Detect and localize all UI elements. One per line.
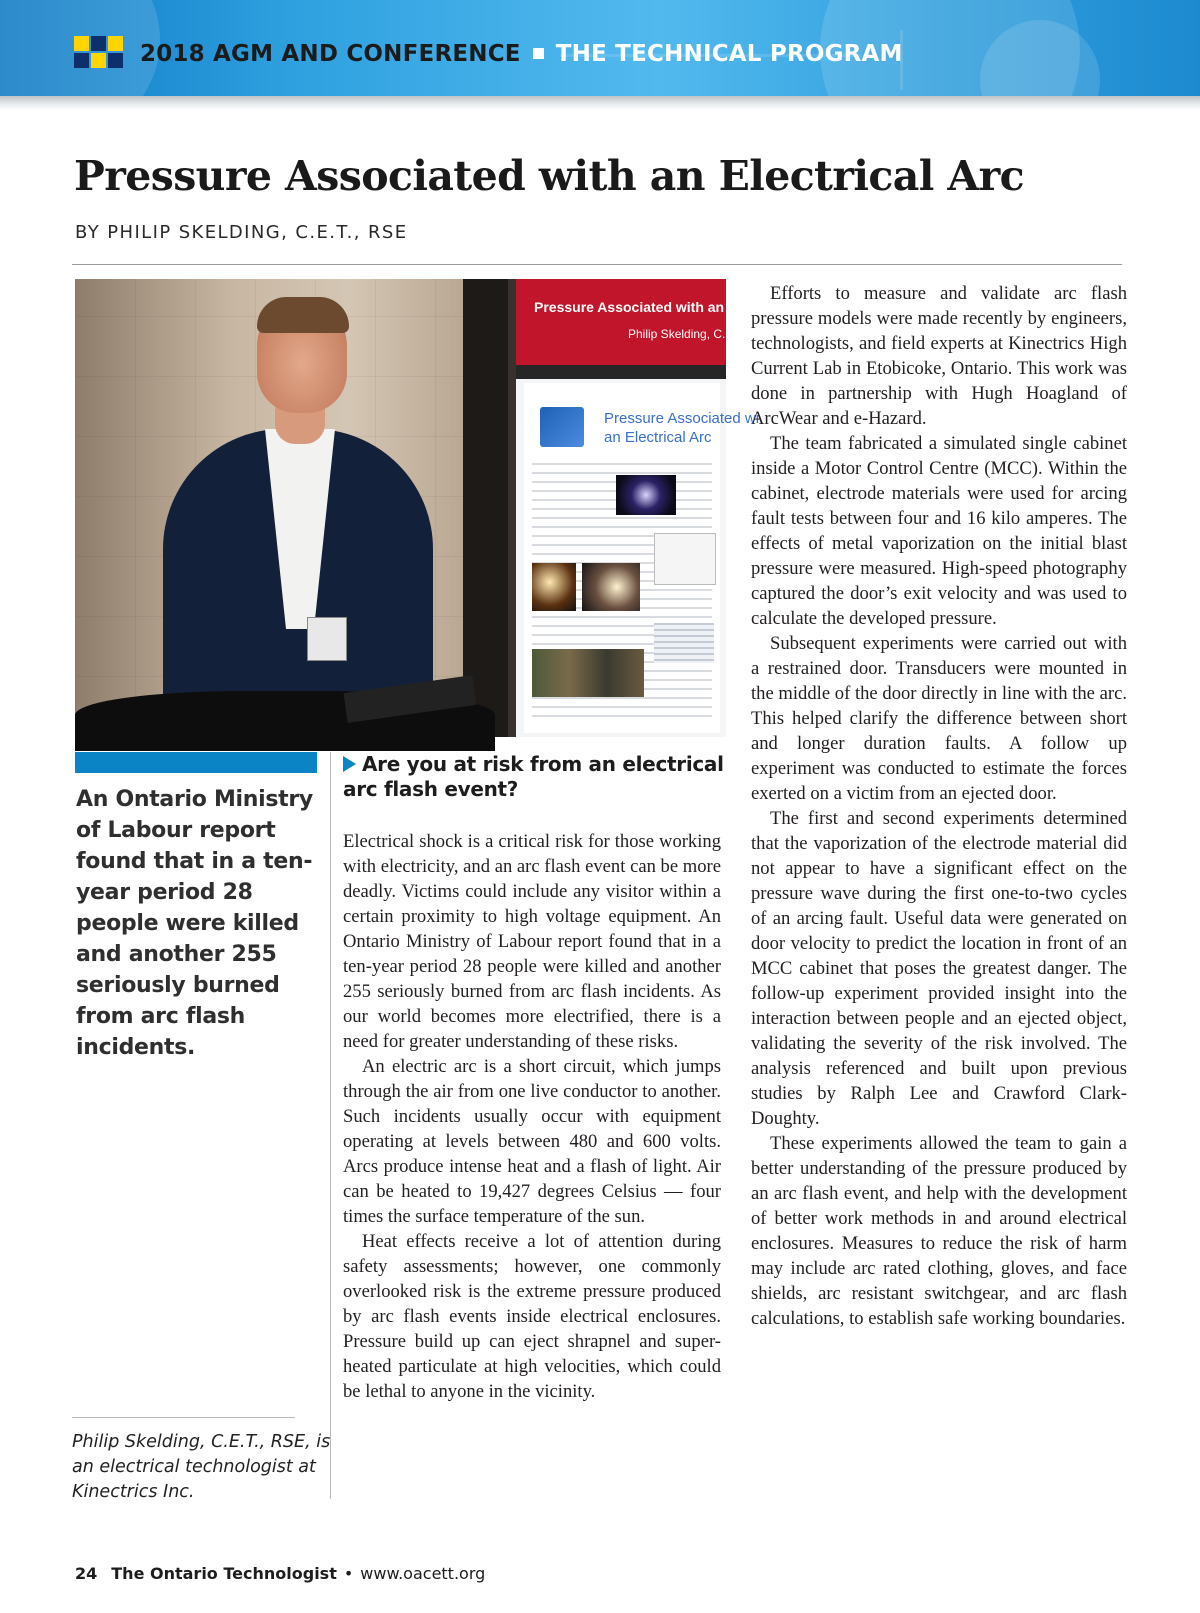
pullquote-accent-bar (75, 752, 317, 773)
footer-separator: • (343, 1564, 354, 1583)
program-title: THE TECHNICAL PROGRAM (555, 41, 903, 67)
poster-heading-line2: an Electrical Arc (604, 429, 712, 446)
body-paragraph: The first and second experiments determined that the vaporization of the electrode material did not appear to have a significant effect on the pressure wave during the first one-to-two cycles of an arcing fault. Useful data were generated on door velocity to predict the location in front of an MCC cabinet that poses the greatest danger. The follow-up experiment provided insight into the interaction between people and an ejected object, validating the severity of the risk involved. The analysis referenced and built upon previous studies by Ralph Lee and Crawford Clark-Doughty. (751, 808, 1127, 1129)
bio-divider (72, 1417, 295, 1418)
title-divider (72, 264, 1122, 265)
pull-quote: An Ontario Ministry of Labour report found that in a ten-year period 28 people were killed and another 255 seriously burned from arc flash incidents. (76, 787, 313, 1060)
section-title: 2018 AGM AND CONFERENCE (140, 41, 521, 67)
photo-person-hair (257, 297, 349, 333)
kinectrics-logo (540, 407, 584, 447)
article-photo (75, 279, 760, 737)
column-divider (330, 752, 331, 1499)
publication-name: The Ontario Technologist (111, 1564, 337, 1583)
photo-panel-divider (463, 279, 508, 737)
poster-image-arc (616, 475, 676, 515)
poster-body (524, 383, 760, 733)
body-paragraph: Subsequent experiments were carried out with a restrained door. Transducers were mounted in the middle of the door directly in line with the arc. This helped clarify the difference between short and longer duration faults. A follow up experiment was conducted to estimate the forces exerted on a victim from an ejected door. (751, 633, 1127, 804)
poster-header (516, 279, 757, 365)
body-paragraph: These experiments allowed the team to gain a better understanding of the pressure produced by an arc flash event, and help with the development of better work methods in and around electrical enclosures. Measures to reduce the risk of harm may include arc rated clothing, gloves, and face shields, arc resistant switchgear, and arc flash calculations, to establish safe working boundaries. (751, 1133, 1127, 1329)
body-paragraph: Electrical shock is a critical risk for those working with electricity, and an arc flash event can be more deadly. Victims could include any visitor within a certain proximity to high voltage equipment. An Ontario Ministry of Labour report found that in a ten-year period 28 people were killed and another 255 seriously burned from arc flash incidents. As our world becomes more electrified, there is a need for greater understanding of these risks. (343, 831, 721, 1052)
header-banner (0, 0, 1200, 96)
section-subhead (343, 752, 733, 802)
body-paragraph: Heat effects receive a lot of attention during safety assessments; however, one commonly overlooked risk is the extreme pressure produced by arc flash events inside electrical enclosures. Pressure build up can eject shrapnel and super-heated particulate at high velocities, which could be lethal to anyone in the vicinity. (343, 1231, 721, 1402)
body-paragraph: The team fabricated a simulated single cabinet inside a Motor Control Centre (MCC). Within the cabinet, electrode materials were used for arcing fault tests between four and 16 kilo amperes. The effects of metal vaporization on the initial blast pressure were measured. High-speed photography captured the door’s exit velocity and was used to calculate the developed pressure. (751, 433, 1127, 629)
page-footer (75, 1564, 485, 1583)
square-bullet-icon (533, 48, 544, 59)
article-title: Pressure Associated with an Electrical Arc (74, 152, 1024, 200)
poster-heading-line1: Pressure Associated wi (604, 410, 760, 427)
author-bio: Philip Skelding, C.E.T., RSE, is an electrical technologist at Kinectrics Inc. (72, 1432, 331, 1502)
poster-image-flash-2 (582, 563, 640, 611)
triangle-bullet-icon (343, 756, 356, 772)
subhead-text: Are you at risk from an electrical arc flash event? (343, 752, 724, 801)
banner-title (140, 38, 903, 70)
poster-title: Pressure Associated with an Elec (534, 299, 757, 315)
photo-name-badge (307, 617, 347, 661)
body-paragraph: An electric arc is a short circuit, which jumps through the air from one live conductor to another. Such incidents usually occur with equipment operating at levels between 480 and 600 volts. Arcs produce intense heat and a flash of light. Air can be heated to 19,427 degrees Celsius — four times the surface temperature of the sun. (343, 1056, 721, 1227)
website-link[interactable]: www.oacett.org (360, 1564, 486, 1583)
poster-image-flash-1 (532, 563, 576, 611)
middle-column (343, 829, 721, 1404)
poster-author: Philip Skelding, C.E.T. (628, 327, 747, 341)
poster-band (516, 365, 726, 379)
page-number: 24 (75, 1564, 98, 1583)
body-paragraph: Efforts to measure and validate arc flash pressure models were made recently by engineers, technologists, and field experts at Kinectrics High Current Lab in Etobicoke, Ontario. This work was done in partnership with Hugh Hoagland of ArcWear and e-Hazard. (751, 283, 1127, 429)
banner-shadow (0, 96, 1200, 110)
poster-image-damage (532, 649, 644, 697)
conference-poster (515, 279, 760, 737)
poster-image-table (654, 623, 714, 663)
byline: BY PHILIP SKELDING, C.E.T., RSE (75, 222, 408, 243)
right-column (751, 281, 1127, 1331)
poster-image-chart (654, 533, 716, 585)
poster-heading (604, 409, 759, 447)
conference-logo (74, 36, 124, 68)
